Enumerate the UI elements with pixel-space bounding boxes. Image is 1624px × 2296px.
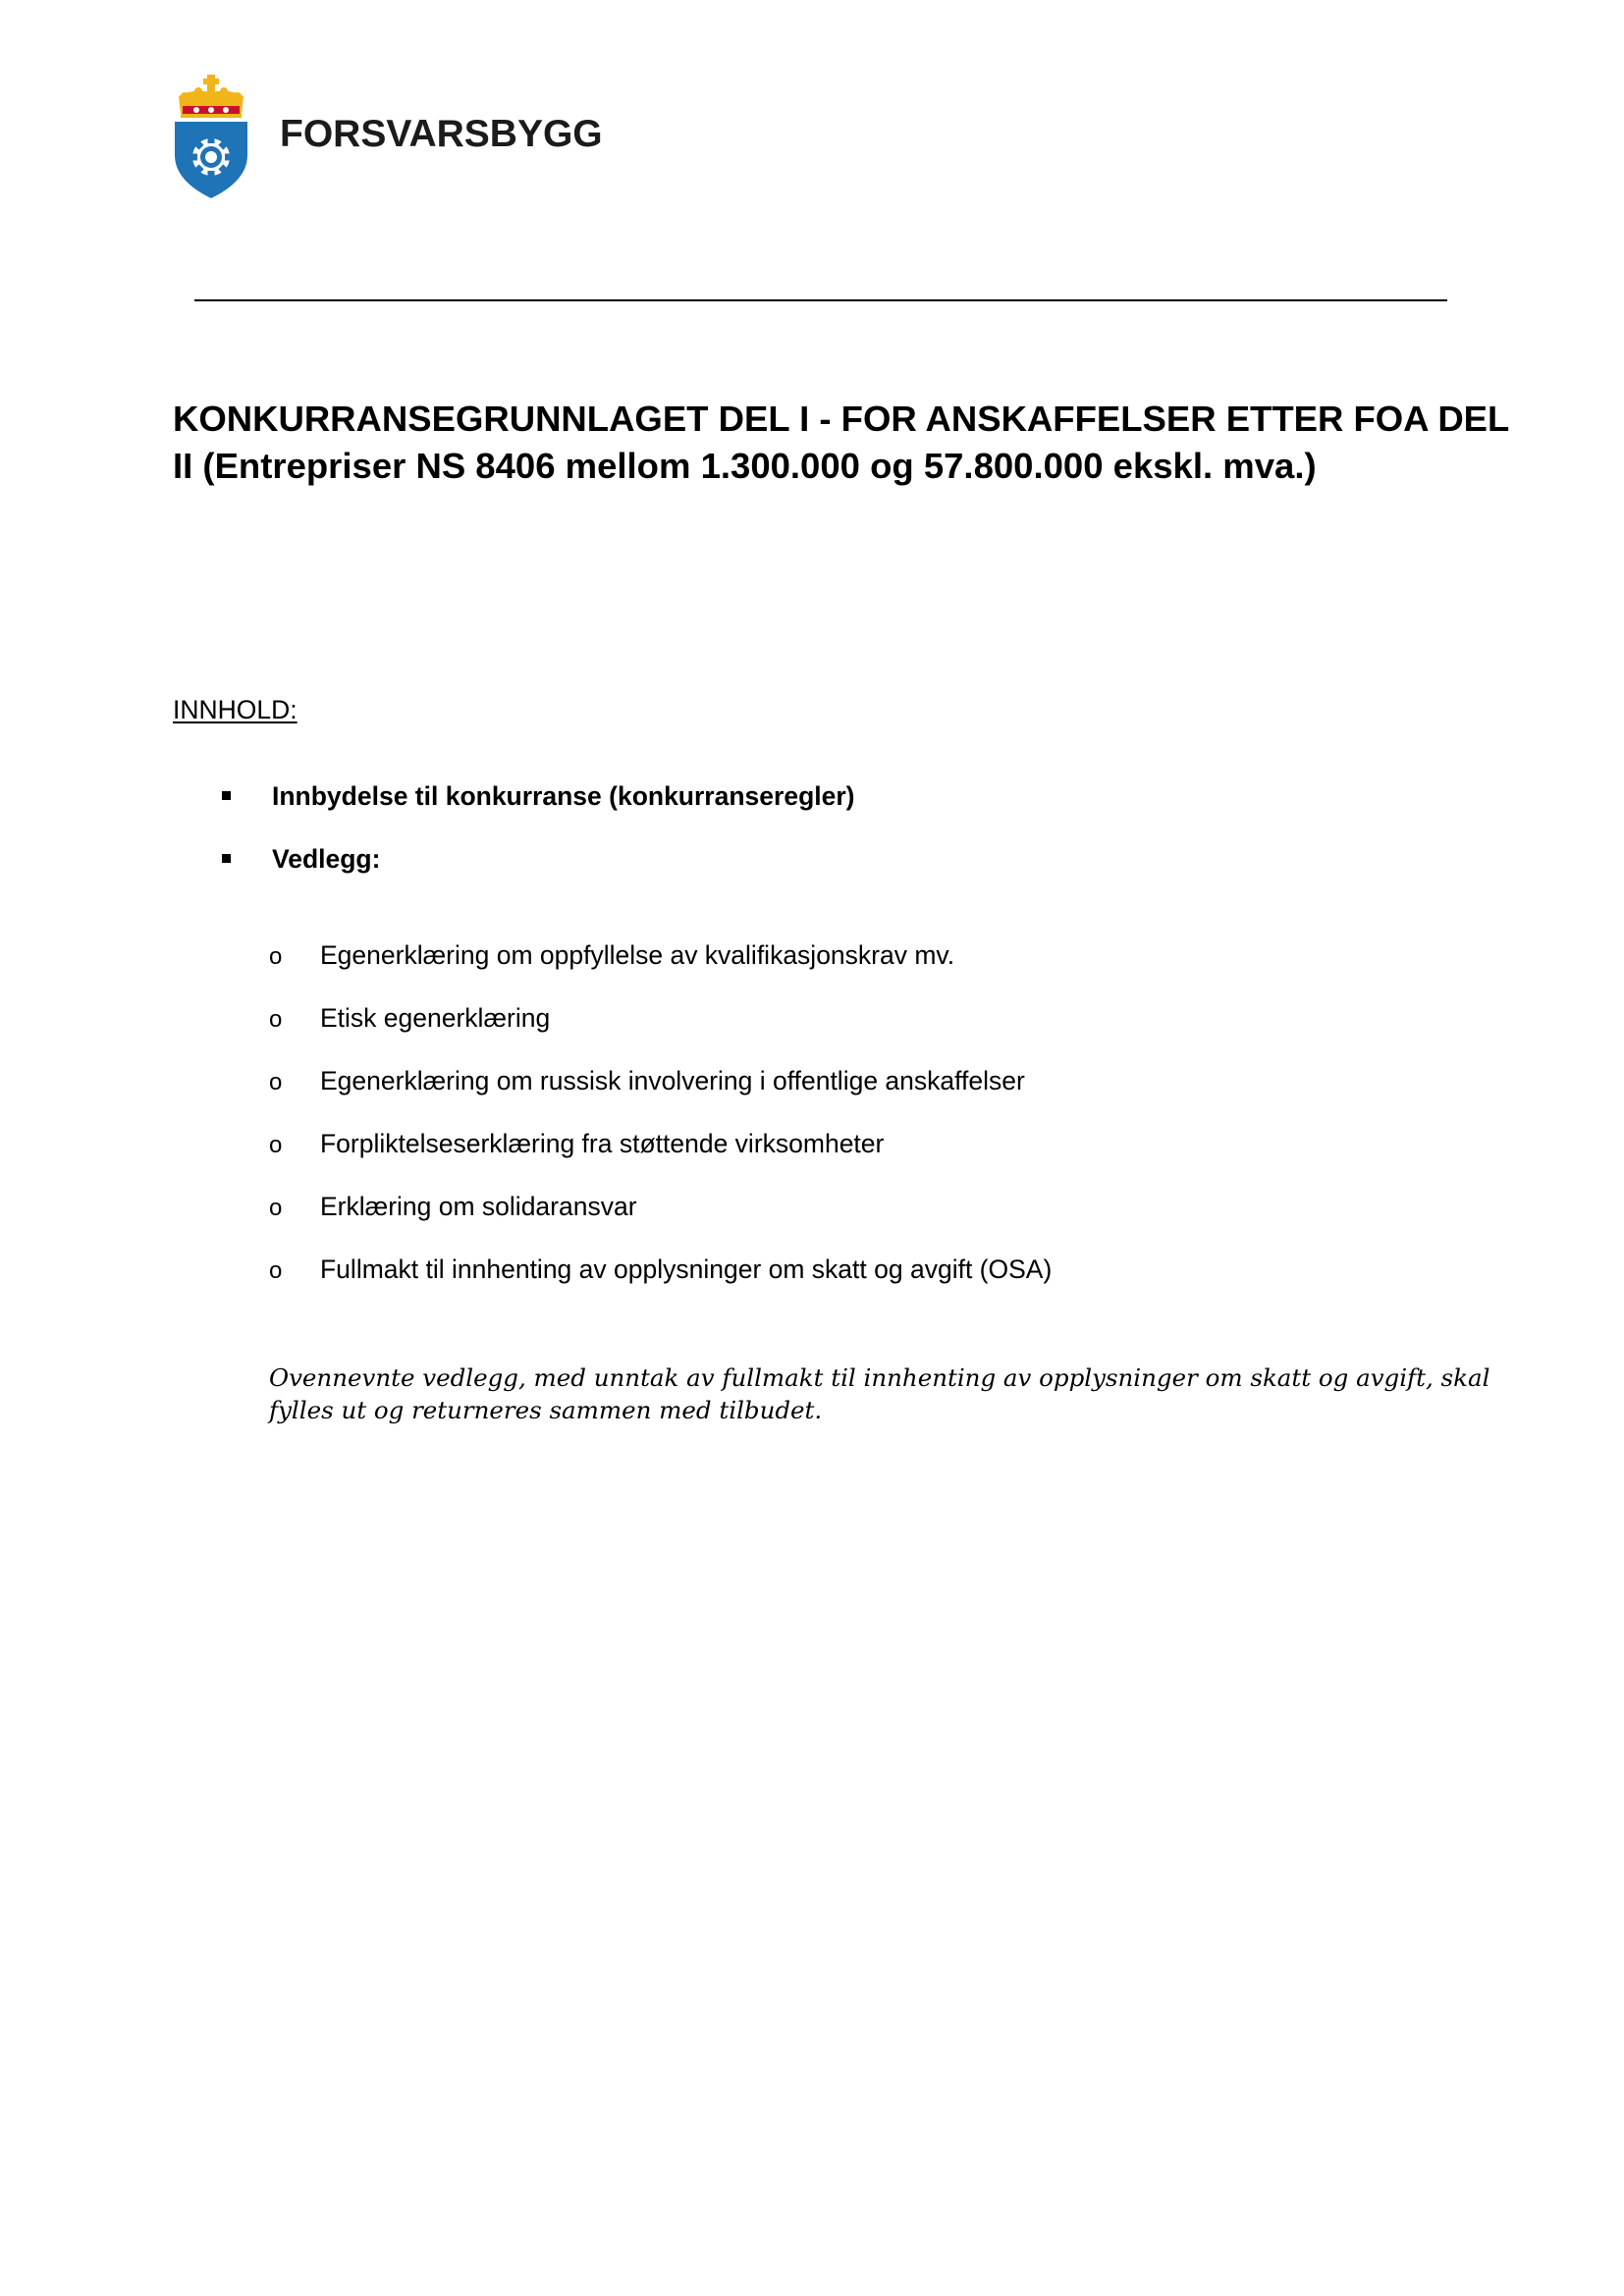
circle-bullet-icon: o <box>269 1132 283 1158</box>
attachment-item <box>269 1000 1052 1063</box>
list-item <box>222 841 855 904</box>
square-bullet-icon <box>222 854 231 863</box>
attachment-item <box>269 937 1052 1000</box>
contents-list <box>222 778 855 904</box>
crown-shield-icon <box>173 75 249 198</box>
attachment-label: Egenerklæring om oppfyllelse av kvalifikasjonskrav mv. <box>320 940 955 970</box>
circle-bullet-icon: o <box>269 1257 283 1284</box>
circle-bullet-icon: o <box>269 943 283 970</box>
list-item-label: Vedlegg: <box>272 844 381 874</box>
attachment-label: Egenerklæring om russisk involvering i offentlige anskaffelser <box>320 1066 1025 1095</box>
attachment-label: Forpliktelseserklæring fra støttende virksomheter <box>320 1129 885 1158</box>
attachment-label: Erklæring om solidaransvar <box>320 1192 637 1221</box>
attachment-item <box>269 1063 1052 1126</box>
attachments-note: Ovennevnte vedlegg, med unntak av fullmakt til innhenting av opplysninger om skatt og avgift, skal fylles ut og returneres sammen med tilbudet. <box>269 1363 1490 1424</box>
attachments-list <box>269 937 1052 1314</box>
square-bullet-icon <box>222 791 231 800</box>
contents-label: INNHOLD: <box>173 695 298 724</box>
forsvarsbygg-logo <box>173 75 249 198</box>
attachment-item <box>269 1126 1052 1189</box>
attachment-label: Fullmakt til innhenting av opplysninger om skatt og avgift (OSA) <box>320 1255 1053 1284</box>
list-item <box>222 778 855 841</box>
brand-name: FORSVARSBYGG <box>280 113 603 155</box>
attachment-item <box>269 1252 1052 1314</box>
circle-bullet-icon: o <box>269 1195 283 1221</box>
header-divider <box>194 299 1447 301</box>
circle-bullet-icon: o <box>269 1069 283 1095</box>
list-item-label: Innbydelse til konkurranse (konkurranseregler) <box>272 781 855 811</box>
document-title: KONKURRANSEGRUNNLAGET DEL I - FOR ANSKAFFELSER ETTER FOA DEL II (Entrepriser NS 8406 mellom 1.300.000 og 57.800.000 ekskl. mva.) <box>173 399 1509 486</box>
circle-bullet-icon: o <box>269 1006 283 1033</box>
attachment-item <box>269 1189 1052 1252</box>
attachment-label: Etisk egenerklæring <box>320 1003 551 1033</box>
